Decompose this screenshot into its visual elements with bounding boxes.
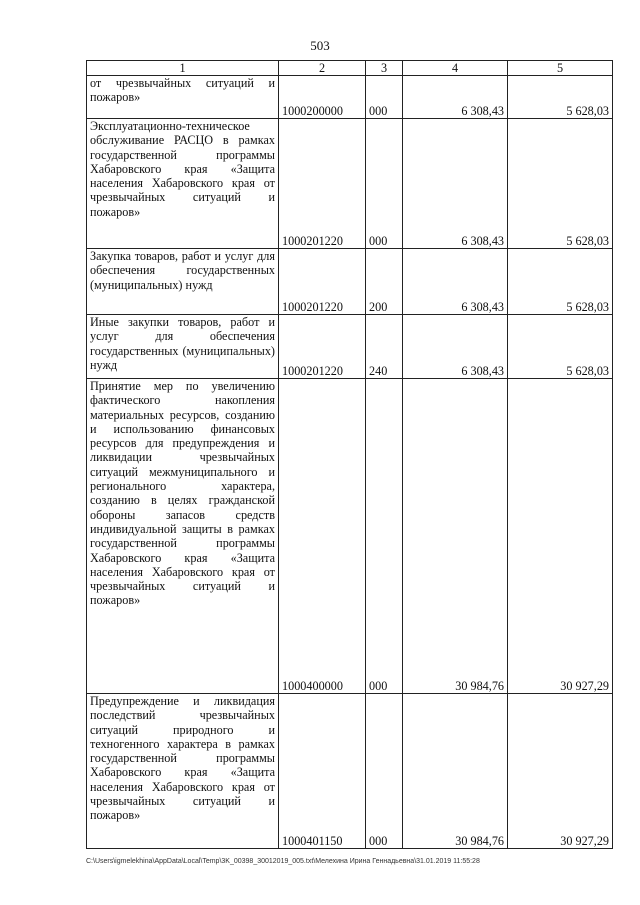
amount-column-5: 5 628,03 [508, 76, 613, 119]
amount-column-4: 6 308,43 [403, 315, 508, 379]
column-header: 5 [508, 61, 613, 76]
row-description: Принятие мер по увеличению фактического накопления материальных ресурсов, созданию и использованию финансовых ресурсов для предупреждения и ликвидации чрезвычайных ситуаций межмуниципального и регионального характера, созданию в целях гражданской обороны запасов средств индивидуальной защиты в рамках государственной программы Хабаровского края «Защита населения Хабаровского края от чрезвычайных ситуаций и пожаров» [87, 379, 279, 694]
target-article-code: 1000201220 [279, 249, 366, 315]
expense-type-code: 240 [366, 315, 403, 379]
amount-column-4: 6 308,43 [403, 119, 508, 249]
amount-column-4: 30 984,76 [403, 379, 508, 694]
row-description: Эксплуатационно-техническое обслуживание РАСЦО в рамках государственной программы Хабаровского края «Защита населения Хабаровского края от чрезвычайных ситуаций и пожаров» [87, 119, 279, 249]
target-article-code: 1000201220 [279, 315, 366, 379]
target-article-code: 1000400000 [279, 379, 366, 694]
expense-type-code: 200 [366, 249, 403, 315]
table-header-row [87, 61, 613, 76]
amount-column-5: 5 628,03 [508, 249, 613, 315]
target-article-code: 1000200000 [279, 76, 366, 119]
page-number: 503 [310, 38, 330, 53]
row-description: Закупка товаров, работ и услуг для обеспечения государственных (муниципальных) нужд [87, 249, 279, 315]
row-description: Иные закупки товаров, работ и услуг для обеспечения государственных (муниципальных) нужд [87, 315, 279, 379]
budget-table [86, 60, 613, 849]
table-row [87, 249, 613, 315]
amount-column-4: 6 308,43 [403, 249, 508, 315]
expense-type-code: 000 [366, 379, 403, 694]
amount-column-5: 5 628,03 [508, 315, 613, 379]
amount-column-5: 30 927,29 [508, 694, 613, 849]
table-row [87, 119, 613, 249]
expense-type-code: 000 [366, 76, 403, 119]
column-header: 2 [279, 61, 366, 76]
target-article-code: 1000401150 [279, 694, 366, 849]
table-row [87, 76, 613, 119]
table-row [87, 379, 613, 694]
column-header: 4 [403, 61, 508, 76]
row-description: от чрезвычайных ситуаций и пожаров» [87, 76, 279, 119]
expense-type-code: 000 [366, 119, 403, 249]
amount-column-5: 5 628,03 [508, 119, 613, 249]
column-header: 3 [366, 61, 403, 76]
row-description: Предупреждение и ликвидация последствий чрезвычайных ситуаций природного и техногенного характера в рамках государственной программы Хабаровского края «Защита населения Хабаровского края от чрезвычайных ситуаций и пожаров» [87, 694, 279, 849]
target-article-code: 1000201220 [279, 119, 366, 249]
table-row [87, 315, 613, 379]
expense-type-code: 000 [366, 694, 403, 849]
file-path-footer: C:\Users\igmelekhina\AppData\Local\Temp\3K_00398_30012019_005.txt\Мелехина Ирина Геннадьевна\31.01.2019 11:55:28 [86, 858, 480, 865]
amount-column-4: 6 308,43 [403, 76, 508, 119]
column-header: 1 [87, 61, 279, 76]
amount-column-5: 30 927,29 [508, 379, 613, 694]
table-row [87, 694, 613, 849]
amount-column-4: 30 984,76 [403, 694, 508, 849]
